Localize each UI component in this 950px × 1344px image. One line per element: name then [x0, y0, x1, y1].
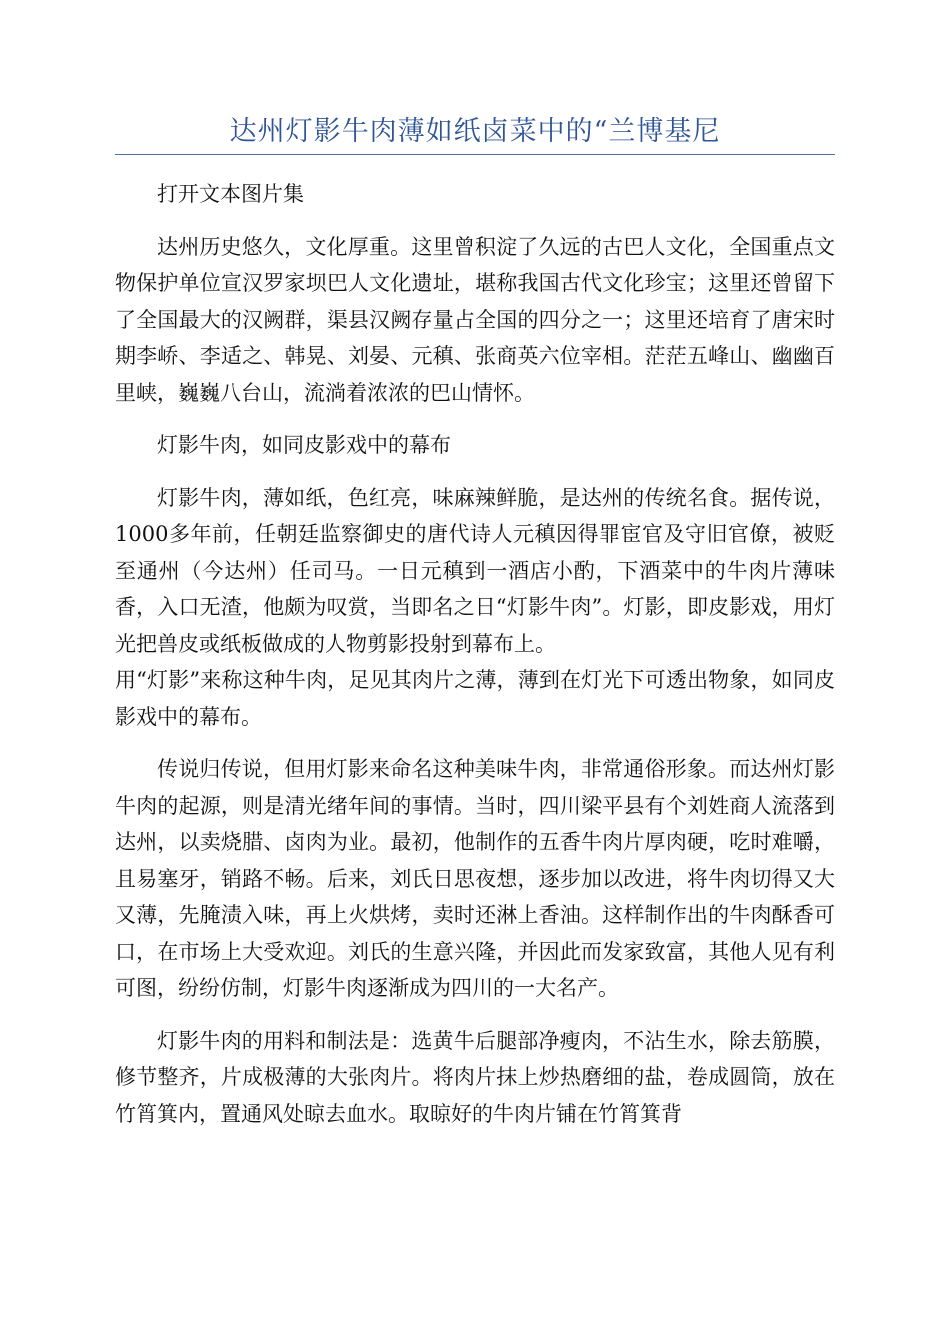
document-body: [115, 176, 835, 1148]
paragraph-subheading: 灯影牛肉，如同皮影戏中的幕布: [157, 433, 451, 457]
paragraph-legend: 灯影牛肉，薄如纸，色红亮，味麻辣鲜脆，是达州的传统名食。据传说，1000多年前，任朝廷监察御史的唐代诗人元稹因得罪宦官及守旧官僚，被贬至通州（今达州）任司马。一日元稹到一酒店小酌，下酒菜中的牛肉片薄味香，入口无渣，他颇为叹赏，当即名之日“灯影牛肉”。灯影，即皮影戏，用灯光把兽皮或纸板做成的人物剪影投射到幕布上。: [115, 485, 835, 656]
title-underline: [115, 154, 835, 155]
paragraph-origin: 传说归传说，但用灯影来命名这种美味牛肉，非常通俗形象。而达州灯影牛肉的起源，则是清光绪年间的事情。当时，四川梁平县有个刘姓商人流落到达州，以卖烧腊、卤肉为业。最初，他制作的五香牛肉片厚肉硬，吃时难嚼，且易塞牙，销路不畅。后来，刘氏日思夜想，逐步加以改进，将牛肉切得又大又薄，先腌渍入味，再上火烘烤，卖时还淋上香油。这样制作出的牛肉酥香可口，在市场上大受欢迎。刘氏的生意兴隆，并因此而发家致富，其他人见有利可图，纷纷仿制，灯影牛肉逐渐成为四川的一大名产。: [115, 757, 835, 1000]
paragraph-history: 达州历史悠久，文化厚重。这里曾积淀了久远的古巴人文化，全国重点文物保护单位宣汉罗家坝巴人文化遗址，堪称我国古代文化珍宝；这里还曾留下了全国最大的汉阙群，渠县汉阙存量占全国的四分之一；这里还培育了唐宋时期李峤、李适之、韩晃、刘晏、元稹、张商英六位宰相。茫茫五峰山、幽幽百里峡，巍巍八台山，流淌着浓浓的巴山情怀。: [115, 234, 835, 405]
paragraph-recipe: 灯影牛肉的用料和制法是：选黄牛后腿部净瘦肉，不沾生水，除去筋膜，修节整齐，片成极薄的大张肉片。将肉片抹上炒热磨细的盐，卷成圆筒，放在竹筲箕内，置通风处晾去血水。取晾好的牛肉片铺在竹筲箕背: [115, 1028, 835, 1126]
paragraph-image-gallery: 打开文本图片集: [157, 182, 304, 206]
paragraph-legend-continued: 用“灯影”来称这种牛肉，足见其肉片之薄，薄到在灯光下可透出物象，如同皮影戏中的幕布。: [115, 668, 835, 729]
document-title: 达州灯影牛肉薄如纸卤菜中的“兰博基尼: [229, 116, 721, 147]
